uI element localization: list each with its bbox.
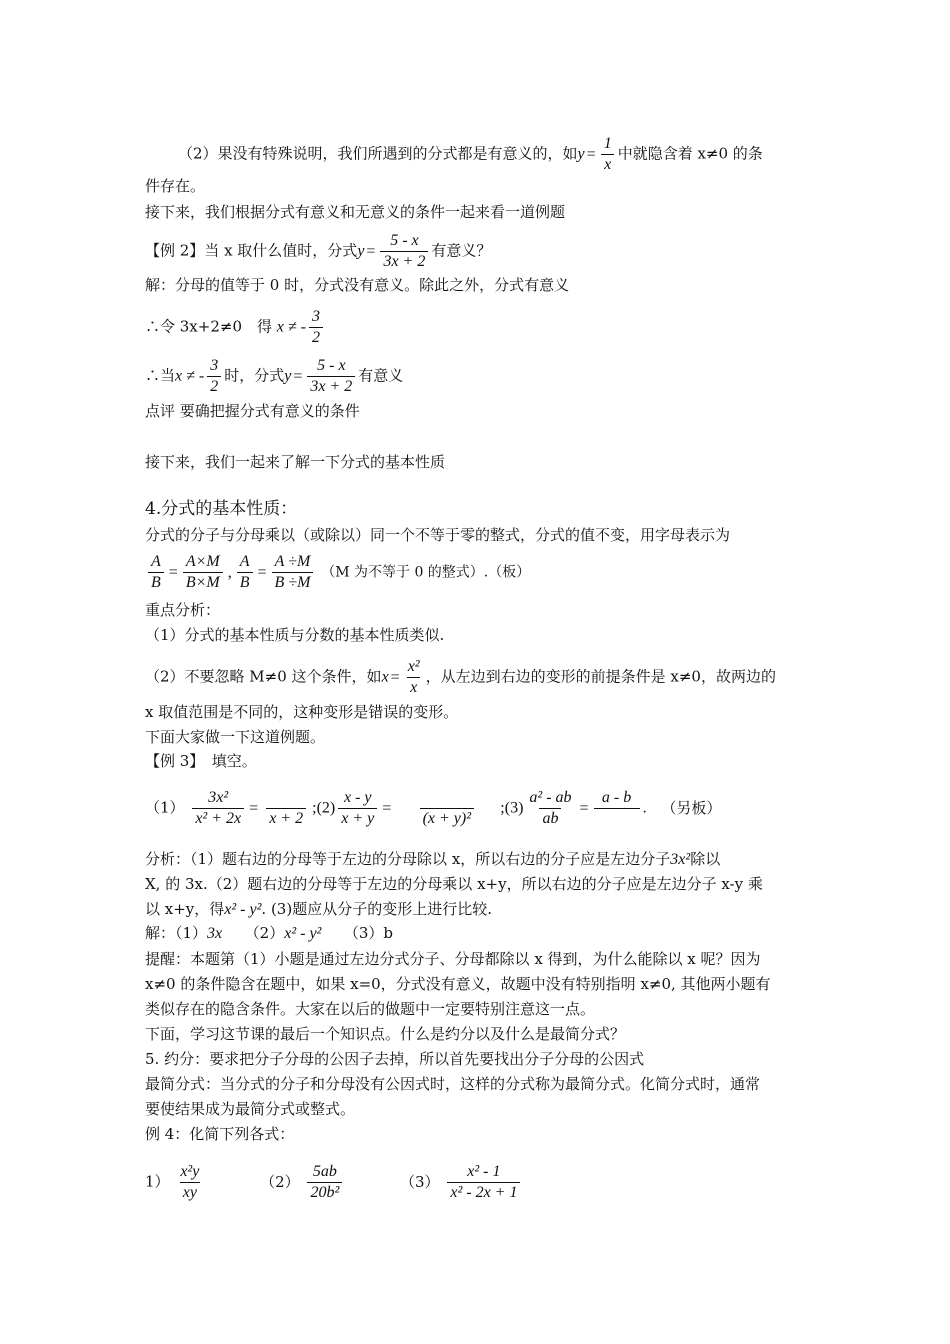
paragraph-transition: 接下来，我们根据分式有意义和无意义的条件一起来看一道例题	[145, 203, 566, 221]
key-point-2: （2）不要忽略 M≠0 这个条件，如x = $\frac{\text{x²}}{x}$ ，从左边到右边的变形的前提条件是 x≠0，故两边的	[145, 658, 776, 696]
fraction-a-minus-b-over-blank: a - b	[594, 788, 640, 829]
fraction-x-minus-y: $\frac{x - y}{x + y}$	[338, 788, 377, 829]
example-4-title: 例 4：化简下列各式：	[145, 1125, 295, 1143]
simplest-fraction-definition-2: 要使结果成为最简分式或整式。	[145, 1100, 356, 1118]
paragraph-property: 分式的分子与分母乘以（或除以）同一个不等于零的整式，分式的值不变，用字母表示为	[145, 526, 731, 544]
fraction-a-over-b: $\frac{A}{B}$	[148, 552, 164, 593]
tip-line-3: 类似存在的隐含条件。大家在以后的做题中一定要特别注意这一点。	[145, 1000, 596, 1018]
analysis-line-1: 分析：（1）题右边的分母等于左边的分母除以 x，所以右边的分子应是左边分子3x²除以	[145, 850, 721, 868]
fraction-3x2: $\frac{\text{3x²}}{\text{x² + 2x}}$	[192, 788, 244, 829]
tip-line-2: x≠0 的条件隐含在题中，如果 x=0，分式没有意义，故题中没有特别指明 x≠0, 其他两小题有	[145, 975, 771, 993]
example-2-solution: 解：分母的值等于 0 时，分式没有意义。除此之外，分式有意义	[145, 276, 570, 294]
example-3-formulas: （1） $\frac{\text{3x²}}{\text{x² + 2x}}$ = x + 2 ;(2) $\frac{x - y}{x + y}$ = (x + y)² ;(3) $\frac{\text{a² - ab}}{ab}$ = a - b . （另板）	[145, 789, 722, 827]
fraction-5-minus-x: $\frac{5 - x}{3x + 2}$	[380, 231, 428, 272]
tip-line-1: 提醒：本题第（1）小题是通过左边分式分子、分母都除以 x 得到，为什么能除以 x 呢？因为	[145, 950, 761, 968]
paragraph-transition-2: 接下来，我们一起来了解一下分式的基本性质	[145, 453, 446, 471]
key-analysis-label: 重点分析：	[145, 601, 221, 619]
analysis-line-3: 以 x+y，得x² - y². (3)题应从分子的变形上进行比较.	[145, 900, 492, 918]
paragraph-implicit-condition: （2）果没有特殊说明，我们所遇到的分式都是有意义的，如y = $\frac{1}{x}$ 中就隐含着 x≠0 的条	[178, 135, 763, 173]
fraction-a2-minus-ab: $\frac{\text{a² - ab}}{ab}$	[529, 789, 572, 827]
example-3-title: 【例 3】 填空。	[145, 752, 257, 770]
paragraph-continuation: 件存在。	[145, 177, 206, 195]
analysis-line-2: X, 的 3x.（2）题右边的分母等于左边的分母乘以 x+y，所以右边的分子应是左边分子 x-y 乘	[145, 875, 763, 893]
fraction-a-div-m: $\frac{A \div M}{B \div M}$	[272, 552, 314, 593]
fraction-one-over-x: $\frac{1}{x}$	[601, 134, 615, 175]
fraction-am-over-bm: $\frac{A\times M}{B\times M}$	[183, 552, 223, 593]
example-4-formulas: 1） $\frac{\text{x²y}}{xy}$ （2） $\frac{5ab}{\text{20b²}}$ （3） $\frac{\text{x² - 1}}{\text{x² - 2x + 1}}$	[145, 1162, 810, 1203]
example-3-solution: 解：（1）3x （2）x² - y² （3）b	[145, 924, 394, 942]
fraction-x-squared-over-x: $\frac{\text{x²}}{x}$	[407, 658, 420, 696]
fraction-three-halves-2: $\frac{3}{2}$	[207, 356, 221, 397]
solution-step-1: ∴令 3x+2≠0 得 x ≠ - $\frac{3}{2}$	[145, 307, 810, 348]
paragraph-next-topic: 下面，学习这节课的最后一个知识点。什么是约分以及什么是最简分式？	[145, 1025, 626, 1043]
fraction-5-minus-x-2: $\frac{5 - x}{3x + 2}$	[307, 356, 355, 397]
property-formula: $\frac{A}{B}$ = $\frac{A\times M}{B\times M}$ , $\frac{A}{B}$ = $\frac{A \div M}{B \div M}$ （M 为不等于 0 的整式）.（板）	[145, 552, 810, 593]
fraction-x2y-over-xy: $\frac{\text{x²y}}{xy}$	[180, 1163, 200, 1201]
fraction-blank-over-x-plus-y-squared: (x + y)²	[396, 788, 497, 829]
section-reduction: 5. 约分：要求把分子分母的公因子去掉，所以首先要找出分子分母的公因式	[145, 1050, 645, 1068]
fraction-x2-minus-1: $\frac{\text{x² - 1}}{\text{x² - 2x + 1}}$	[447, 1162, 520, 1203]
example-2-question: 【例 2】当 x 取什么值时，分式y = $\frac{5 - x}{3x + 2}$ 有意义？	[145, 232, 492, 270]
key-point-1: （1）分式的基本性质与分数的基本性质类似.	[145, 626, 445, 644]
section-heading-4: 4.分式的基本性质：	[145, 499, 298, 519]
solution-step-2: ∴当x ≠ - $\frac{3}{2}$ 时，分式y = $\frac{5 - x}{3x + 2}$ 有意义	[145, 357, 404, 395]
fraction-a-over-b-2: $\frac{A}{B}$	[237, 552, 253, 593]
comment-line: 点评 要确把握分式有意义的条件	[145, 402, 360, 420]
fraction-5ab-over-20b2: $\frac{5ab}{\text{20b²}}$	[307, 1162, 342, 1203]
key-point-2-continued: x 取值范围是不同的，这种变形是错误的变形。	[145, 703, 459, 721]
fraction-three-halves: $\frac{3}{2}$	[309, 307, 323, 348]
fraction-blank-over-x-plus-2: x + 2	[263, 788, 309, 829]
paragraph-example-intro: 下面大家做一下这道例题。	[145, 728, 326, 746]
simplest-fraction-definition-1: 最简分式：当分式的分子和分母没有公因式时，这样的分式称为最简分式。化简分式时，通常	[145, 1075, 761, 1093]
